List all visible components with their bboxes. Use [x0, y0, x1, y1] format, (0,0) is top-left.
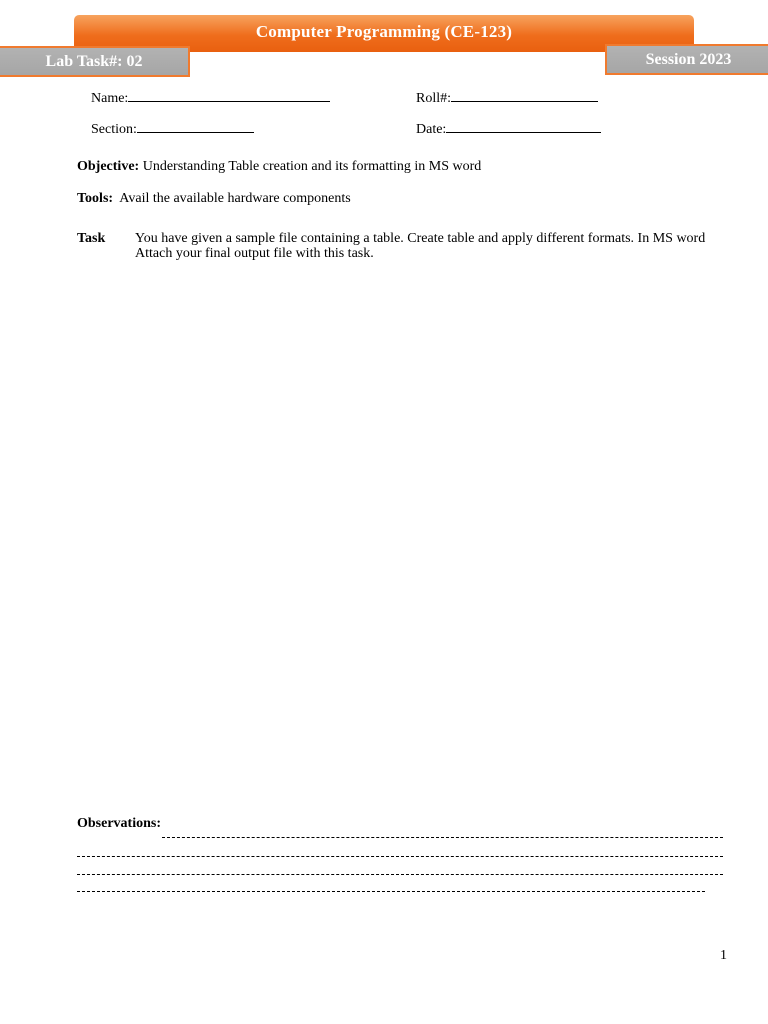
section-label: Section: [91, 122, 137, 137]
lab-task-tab [0, 46, 190, 77]
date-label: Date: [416, 122, 447, 137]
course-title: Computer Programming (CE-123) [255, 22, 513, 41]
tools-label: Tools: [77, 191, 114, 206]
roll-blank[interactable] [451, 88, 598, 102]
name-label: Name: [91, 91, 129, 106]
objective-text: Understanding Table creation and its formatting in MS word [142, 159, 482, 174]
section-field[interactable] [91, 119, 254, 138]
task-line-1: You have given a sample file containing a table. Create table and apply different formats. In MS word [135, 231, 706, 246]
section-blank[interactable] [137, 119, 254, 133]
task-description [135, 231, 735, 261]
task-line-2: Attach your final output file with this task. [135, 246, 374, 261]
page-number: 1 [720, 948, 727, 963]
date-field[interactable] [416, 119, 601, 138]
session-tab [605, 44, 768, 75]
session-label: Session 2023 [645, 51, 732, 68]
observation-line-4[interactable] [77, 891, 705, 892]
observations-label: Observations: [77, 816, 161, 831]
objective-label: Objective: [77, 159, 140, 174]
name-blank[interactable] [128, 88, 330, 102]
observation-line-1[interactable] [162, 837, 723, 838]
task-label: Task [77, 231, 106, 246]
tools-line [77, 191, 351, 207]
observation-line-2[interactable] [77, 856, 723, 857]
roll-field[interactable] [416, 88, 598, 107]
name-field[interactable] [91, 88, 330, 107]
tools-text: Avail the available hardware components [119, 191, 351, 206]
observation-line-3[interactable] [77, 874, 723, 875]
lab-task-label: Lab Task#: 02 [45, 53, 143, 70]
date-blank[interactable] [446, 119, 601, 133]
roll-label: Roll#: [416, 91, 452, 106]
objective-line [77, 159, 481, 175]
